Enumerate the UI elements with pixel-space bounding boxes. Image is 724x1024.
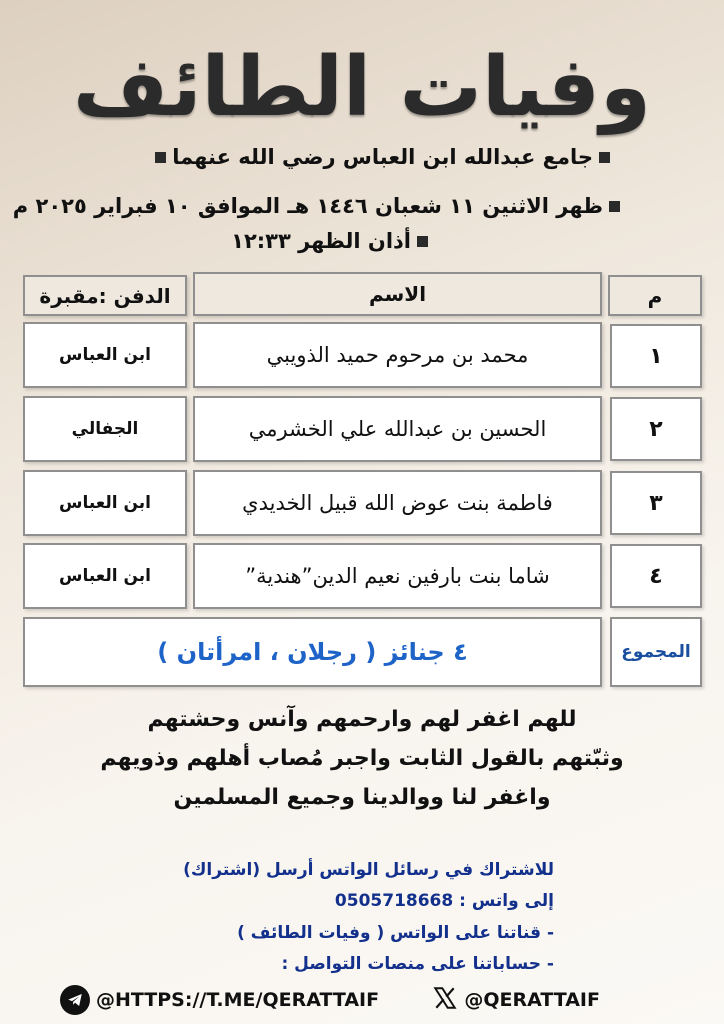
row-2-num: ٢ bbox=[610, 397, 702, 461]
telegram-link[interactable] bbox=[60, 985, 379, 1015]
row-1-num: ١ bbox=[610, 324, 702, 388]
bullet-square-icon bbox=[599, 152, 610, 163]
whatsapp-channel-line: - قناتنا على الواتس ( وفيات الطائف ) bbox=[237, 923, 554, 943]
adhan-text: أذان الظهر ١٢:٣٣ bbox=[231, 229, 411, 253]
total-value: ٤ جنائز ( رجلان ، امرأتان ) bbox=[23, 617, 602, 687]
row-1-name: محمد بن مرحوم حميد الذويبي bbox=[193, 322, 602, 388]
x-link-text: @QERATTAIF bbox=[464, 989, 600, 1011]
row-4-burial: ابن العباس bbox=[23, 543, 187, 609]
telegram-icon bbox=[60, 985, 90, 1015]
header-num: م bbox=[608, 275, 702, 316]
prayer-text bbox=[0, 700, 724, 817]
prayer-line-3: واغفر لنا ووالدينا وجميع المسلمين bbox=[173, 785, 551, 810]
row-4-num: ٤ bbox=[610, 544, 702, 608]
subscribe-line-2: إلى واتس : 0505718668 bbox=[334, 891, 554, 911]
row-2-name: الحسين بن عبدالله علي الخشرمي bbox=[193, 396, 602, 462]
subscribe-line-1: للاشتراك في رسائل الواتس أرسل (اشتراك) bbox=[183, 860, 554, 880]
mosque-text: جامع عبدالله ابن العباس رضي الله عنهما bbox=[172, 145, 593, 169]
bullet-square-icon bbox=[609, 201, 620, 212]
row-3-name: فاطمة بنت عوض الله قبيل الخديدي bbox=[193, 470, 602, 536]
prayer-line-2: وثبّتهم بالقول الثابت واجبر مُصاب أهلهم وذويهم bbox=[100, 746, 624, 771]
row-2-burial: الجفالي bbox=[23, 396, 187, 462]
date-line bbox=[13, 194, 626, 218]
row-4-name: شاما بنت بارفين نعيم الدين”هندية” bbox=[193, 543, 602, 609]
header-burial: الدفن :مقبرة bbox=[23, 275, 187, 316]
header-name: الاسم bbox=[193, 272, 602, 316]
x-logo-icon bbox=[432, 985, 458, 1016]
mosque-line bbox=[149, 145, 616, 169]
row-3-burial: ابن العباس bbox=[23, 470, 187, 536]
social-links bbox=[60, 980, 600, 1020]
adhan-line bbox=[231, 229, 434, 253]
prayer-line-1: للهم اغفر لهم وارحمهم وآنس وحشتهم bbox=[147, 707, 577, 732]
total-label: المجموع bbox=[610, 617, 702, 687]
bullet-square-icon bbox=[155, 152, 166, 163]
date-text: ظهر الاثنين ١١ شعبان ١٤٤٦ هـ الموافق ١٠ فبراير ٢٠٢٥ م bbox=[12, 194, 603, 218]
row-3-num: ٣ bbox=[610, 471, 702, 535]
bullet-square-icon bbox=[417, 236, 428, 247]
telegram-link-text: @HTTPS://T.ME/QERATTAIF bbox=[96, 989, 380, 1011]
social-accounts-line: - حساباتنا على منصات التواصل : bbox=[281, 954, 554, 974]
page-title: وفيات الطائف bbox=[73, 40, 651, 135]
row-1-burial: ابن العباس bbox=[23, 322, 187, 388]
x-link[interactable] bbox=[432, 985, 600, 1016]
